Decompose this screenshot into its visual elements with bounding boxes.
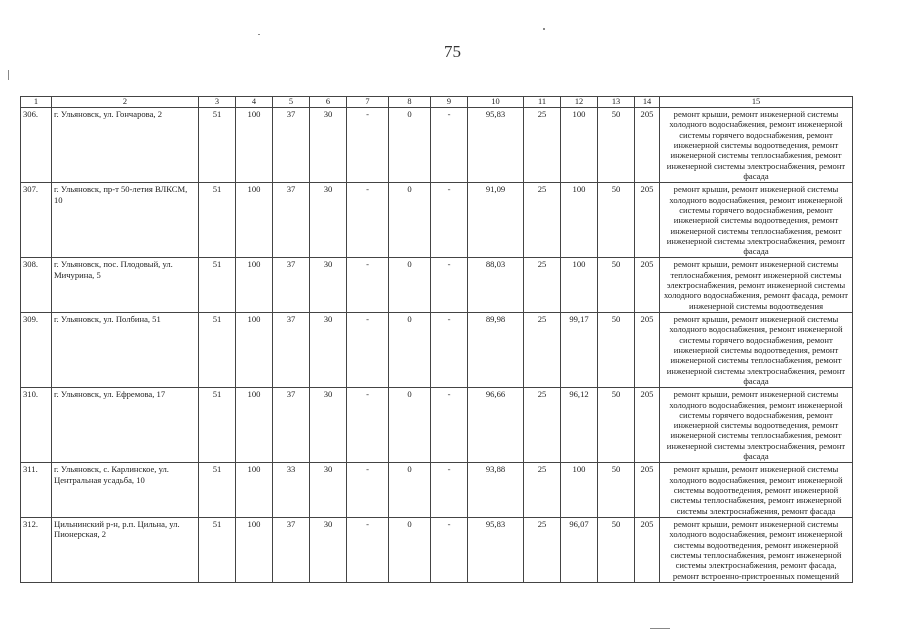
cell-c4: 100 (236, 313, 273, 388)
cell-c7: - (347, 108, 389, 183)
cell-c7: - (347, 313, 389, 388)
column-number: 14 (635, 97, 660, 108)
cell-c9: - (431, 313, 468, 388)
cell-c9: - (431, 108, 468, 183)
row-number: 309. (21, 313, 52, 388)
column-number: 1 (21, 97, 52, 108)
cell-c6: 30 (310, 517, 347, 582)
cell-c12: 99,17 (561, 313, 598, 388)
cell-c3: 51 (199, 108, 236, 183)
cell-c12: 100 (561, 108, 598, 183)
cell-c10: 93,88 (468, 463, 524, 518)
cell-c4: 100 (236, 517, 273, 582)
cell-c13: 50 (598, 517, 635, 582)
cell-c11: 25 (524, 313, 561, 388)
table-row (21, 388, 853, 463)
cell-c13: 50 (598, 108, 635, 183)
repair-works: ремонт крыши, ремонт инженерной системы холодного водоснабжения, ремонт инженерной системы горячего водоснабжения, ремонт инженерной системы водоотведения, ремонт инженерной системы теплоснабжения, ремонт инженерной системы электроснабжения, ремонт фасада (660, 313, 853, 388)
column-number: 9 (431, 97, 468, 108)
address: г. Ульяновск, пр-т 50-летия ВЛКСМ, 10 (52, 183, 199, 258)
cell-c9: - (431, 258, 468, 313)
column-number-row (21, 97, 853, 108)
cell-c10: 89,98 (468, 313, 524, 388)
cell-c8: 0 (389, 388, 431, 463)
cell-c5: 37 (273, 388, 310, 463)
cell-c4: 100 (236, 388, 273, 463)
cell-c8: 0 (389, 108, 431, 183)
page-number: 75 (444, 42, 461, 61)
cell-c6: 30 (310, 258, 347, 313)
cell-c10: 88,03 (468, 258, 524, 313)
cell-c11: 25 (524, 388, 561, 463)
column-number: 8 (389, 97, 431, 108)
cell-c4: 100 (236, 183, 273, 258)
repair-works: ремонт крыши, ремонт инженерной системы холодного водоснабжения, ремонт инженерной системы горячего водоснабжения, ремонт инженерной системы водоотведения, ремонт инженерной системы теплоснабжения, ремонт инженерной системы электроснабжения, ремонт фасада (660, 388, 853, 463)
cell-c3: 51 (199, 183, 236, 258)
cell-c7: - (347, 258, 389, 313)
cell-c14: 205 (635, 313, 660, 388)
column-number: 4 (236, 97, 273, 108)
cell-c13: 50 (598, 463, 635, 518)
table-row (21, 258, 853, 313)
cell-c13: 50 (598, 183, 635, 258)
cell-c9: - (431, 517, 468, 582)
row-number: 307. (21, 183, 52, 258)
cell-c10: 96,66 (468, 388, 524, 463)
scan-speck (258, 34, 260, 35)
repair-program-table (20, 96, 853, 583)
cell-c3: 51 (199, 313, 236, 388)
column-number: 2 (52, 97, 199, 108)
column-number: 11 (524, 97, 561, 108)
cell-c14: 205 (635, 108, 660, 183)
cell-c13: 50 (598, 258, 635, 313)
cell-c6: 30 (310, 388, 347, 463)
cell-c3: 51 (199, 388, 236, 463)
row-number: 312. (21, 517, 52, 582)
cell-c4: 100 (236, 463, 273, 518)
cell-c10: 95,83 (468, 108, 524, 183)
cell-c8: 0 (389, 313, 431, 388)
address: Цильнинский р-н, р.п. Цильна, ул. Пионерская, 2 (52, 517, 199, 582)
scan-speck (8, 70, 9, 80)
cell-c4: 100 (236, 108, 273, 183)
cell-c14: 205 (635, 463, 660, 518)
cell-c8: 0 (389, 258, 431, 313)
cell-c5: 33 (273, 463, 310, 518)
cell-c14: 205 (635, 183, 660, 258)
cell-c14: 205 (635, 258, 660, 313)
cell-c9: - (431, 388, 468, 463)
table-row (21, 313, 853, 388)
cell-c12: 100 (561, 463, 598, 518)
cell-c7: - (347, 183, 389, 258)
row-number: 306. (21, 108, 52, 183)
table-row (21, 463, 853, 518)
table-row (21, 183, 853, 258)
column-number: 13 (598, 97, 635, 108)
cell-c14: 205 (635, 388, 660, 463)
column-number: 3 (199, 97, 236, 108)
cell-c11: 25 (524, 517, 561, 582)
cell-c10: 91,09 (468, 183, 524, 258)
address: г. Ульяновск, ул. Ефремова, 17 (52, 388, 199, 463)
cell-c8: 0 (389, 183, 431, 258)
cell-c6: 30 (310, 313, 347, 388)
cell-c12: 96,12 (561, 388, 598, 463)
repair-works: ремонт крыши, ремонт инженерной системы холодного водоснабжения, ремонт инженерной системы горячего водоснабжения, ремонт инженерной системы водоотведения, ремонт инженерной системы теплоснабжения, ремонт инженерной системы электроснабжения, ремонт фасада (660, 183, 853, 258)
row-number: 310. (21, 388, 52, 463)
table-row (21, 517, 853, 582)
address: г. Ульяновск, ул. Полбина, 51 (52, 313, 199, 388)
cell-c12: 96,07 (561, 517, 598, 582)
repair-works: ремонт крыши, ремонт инженерной системы холодного водоснабжения, ремонт инженерной системы горячего водоснабжения, ремонт инженерной системы водоотведения, ремонт инженерной системы теплоснабжения, ремонт инженерной системы электроснабжения, ремонт фасада (660, 108, 853, 183)
cell-c5: 37 (273, 108, 310, 183)
cell-c7: - (347, 463, 389, 518)
cell-c6: 30 (310, 183, 347, 258)
cell-c3: 51 (199, 258, 236, 313)
row-number: 308. (21, 258, 52, 313)
column-number: 7 (347, 97, 389, 108)
cell-c12: 100 (561, 258, 598, 313)
cell-c11: 25 (524, 258, 561, 313)
repair-works: ремонт крыши, ремонт инженерной системы теплоснабжения, ремонт инженерной системы электроснабжения, ремонт инженерной системы холодного водоснабжения, ремонт фасада, ремонт инженерной системы водоотведения (660, 258, 853, 313)
row-number: 311. (21, 463, 52, 518)
column-number: 6 (310, 97, 347, 108)
cell-c9: - (431, 463, 468, 518)
cell-c11: 25 (524, 108, 561, 183)
cell-c8: 0 (389, 517, 431, 582)
column-number: 12 (561, 97, 598, 108)
cell-c5: 37 (273, 258, 310, 313)
cell-c7: - (347, 517, 389, 582)
cell-c6: 30 (310, 108, 347, 183)
cell-c10: 95,83 (468, 517, 524, 582)
cell-c6: 30 (310, 463, 347, 518)
cell-c13: 50 (598, 313, 635, 388)
column-number: 15 (660, 97, 853, 108)
cell-c13: 50 (598, 388, 635, 463)
table-row (21, 108, 853, 183)
cell-c12: 100 (561, 183, 598, 258)
column-number: 10 (468, 97, 524, 108)
repair-works: ремонт крыши, ремонт инженерной системы холодного водоснабжения, ремонт инженерной системы водоотведения, ремонт инженерной системы теплоснабжения, ремонт инженерной системы электроснабжения, ремонт фасада, ремонт встроенно-пристроенных помещений (660, 517, 853, 582)
address: г. Ульяновск, с. Карлинское, ул. Центральная усадьба, 10 (52, 463, 199, 518)
repair-works: ремонт крыши, ремонт инженерной системы холодного водоснабжения, ремонт инженерной системы водоотведения, ремонт инженерной системы теплоснабжения, ремонт инженерной системы электроснабжения, ремонт фасада (660, 463, 853, 518)
cell-c14: 205 (635, 517, 660, 582)
cell-c8: 0 (389, 463, 431, 518)
cell-c5: 37 (273, 183, 310, 258)
cell-c3: 51 (199, 463, 236, 518)
cell-c4: 100 (236, 258, 273, 313)
scan-speck (543, 28, 545, 30)
address: г. Ульяновск, пос. Плодовый, ул. Мичурина, 5 (52, 258, 199, 313)
cell-c11: 25 (524, 183, 561, 258)
address: г. Ульяновск, ул. Гончарова, 2 (52, 108, 199, 183)
cell-c7: - (347, 388, 389, 463)
cell-c11: 25 (524, 463, 561, 518)
cell-c3: 51 (199, 517, 236, 582)
cell-c5: 37 (273, 517, 310, 582)
cell-c5: 37 (273, 313, 310, 388)
cell-c9: - (431, 183, 468, 258)
column-number: 5 (273, 97, 310, 108)
scan-speck (650, 628, 670, 629)
